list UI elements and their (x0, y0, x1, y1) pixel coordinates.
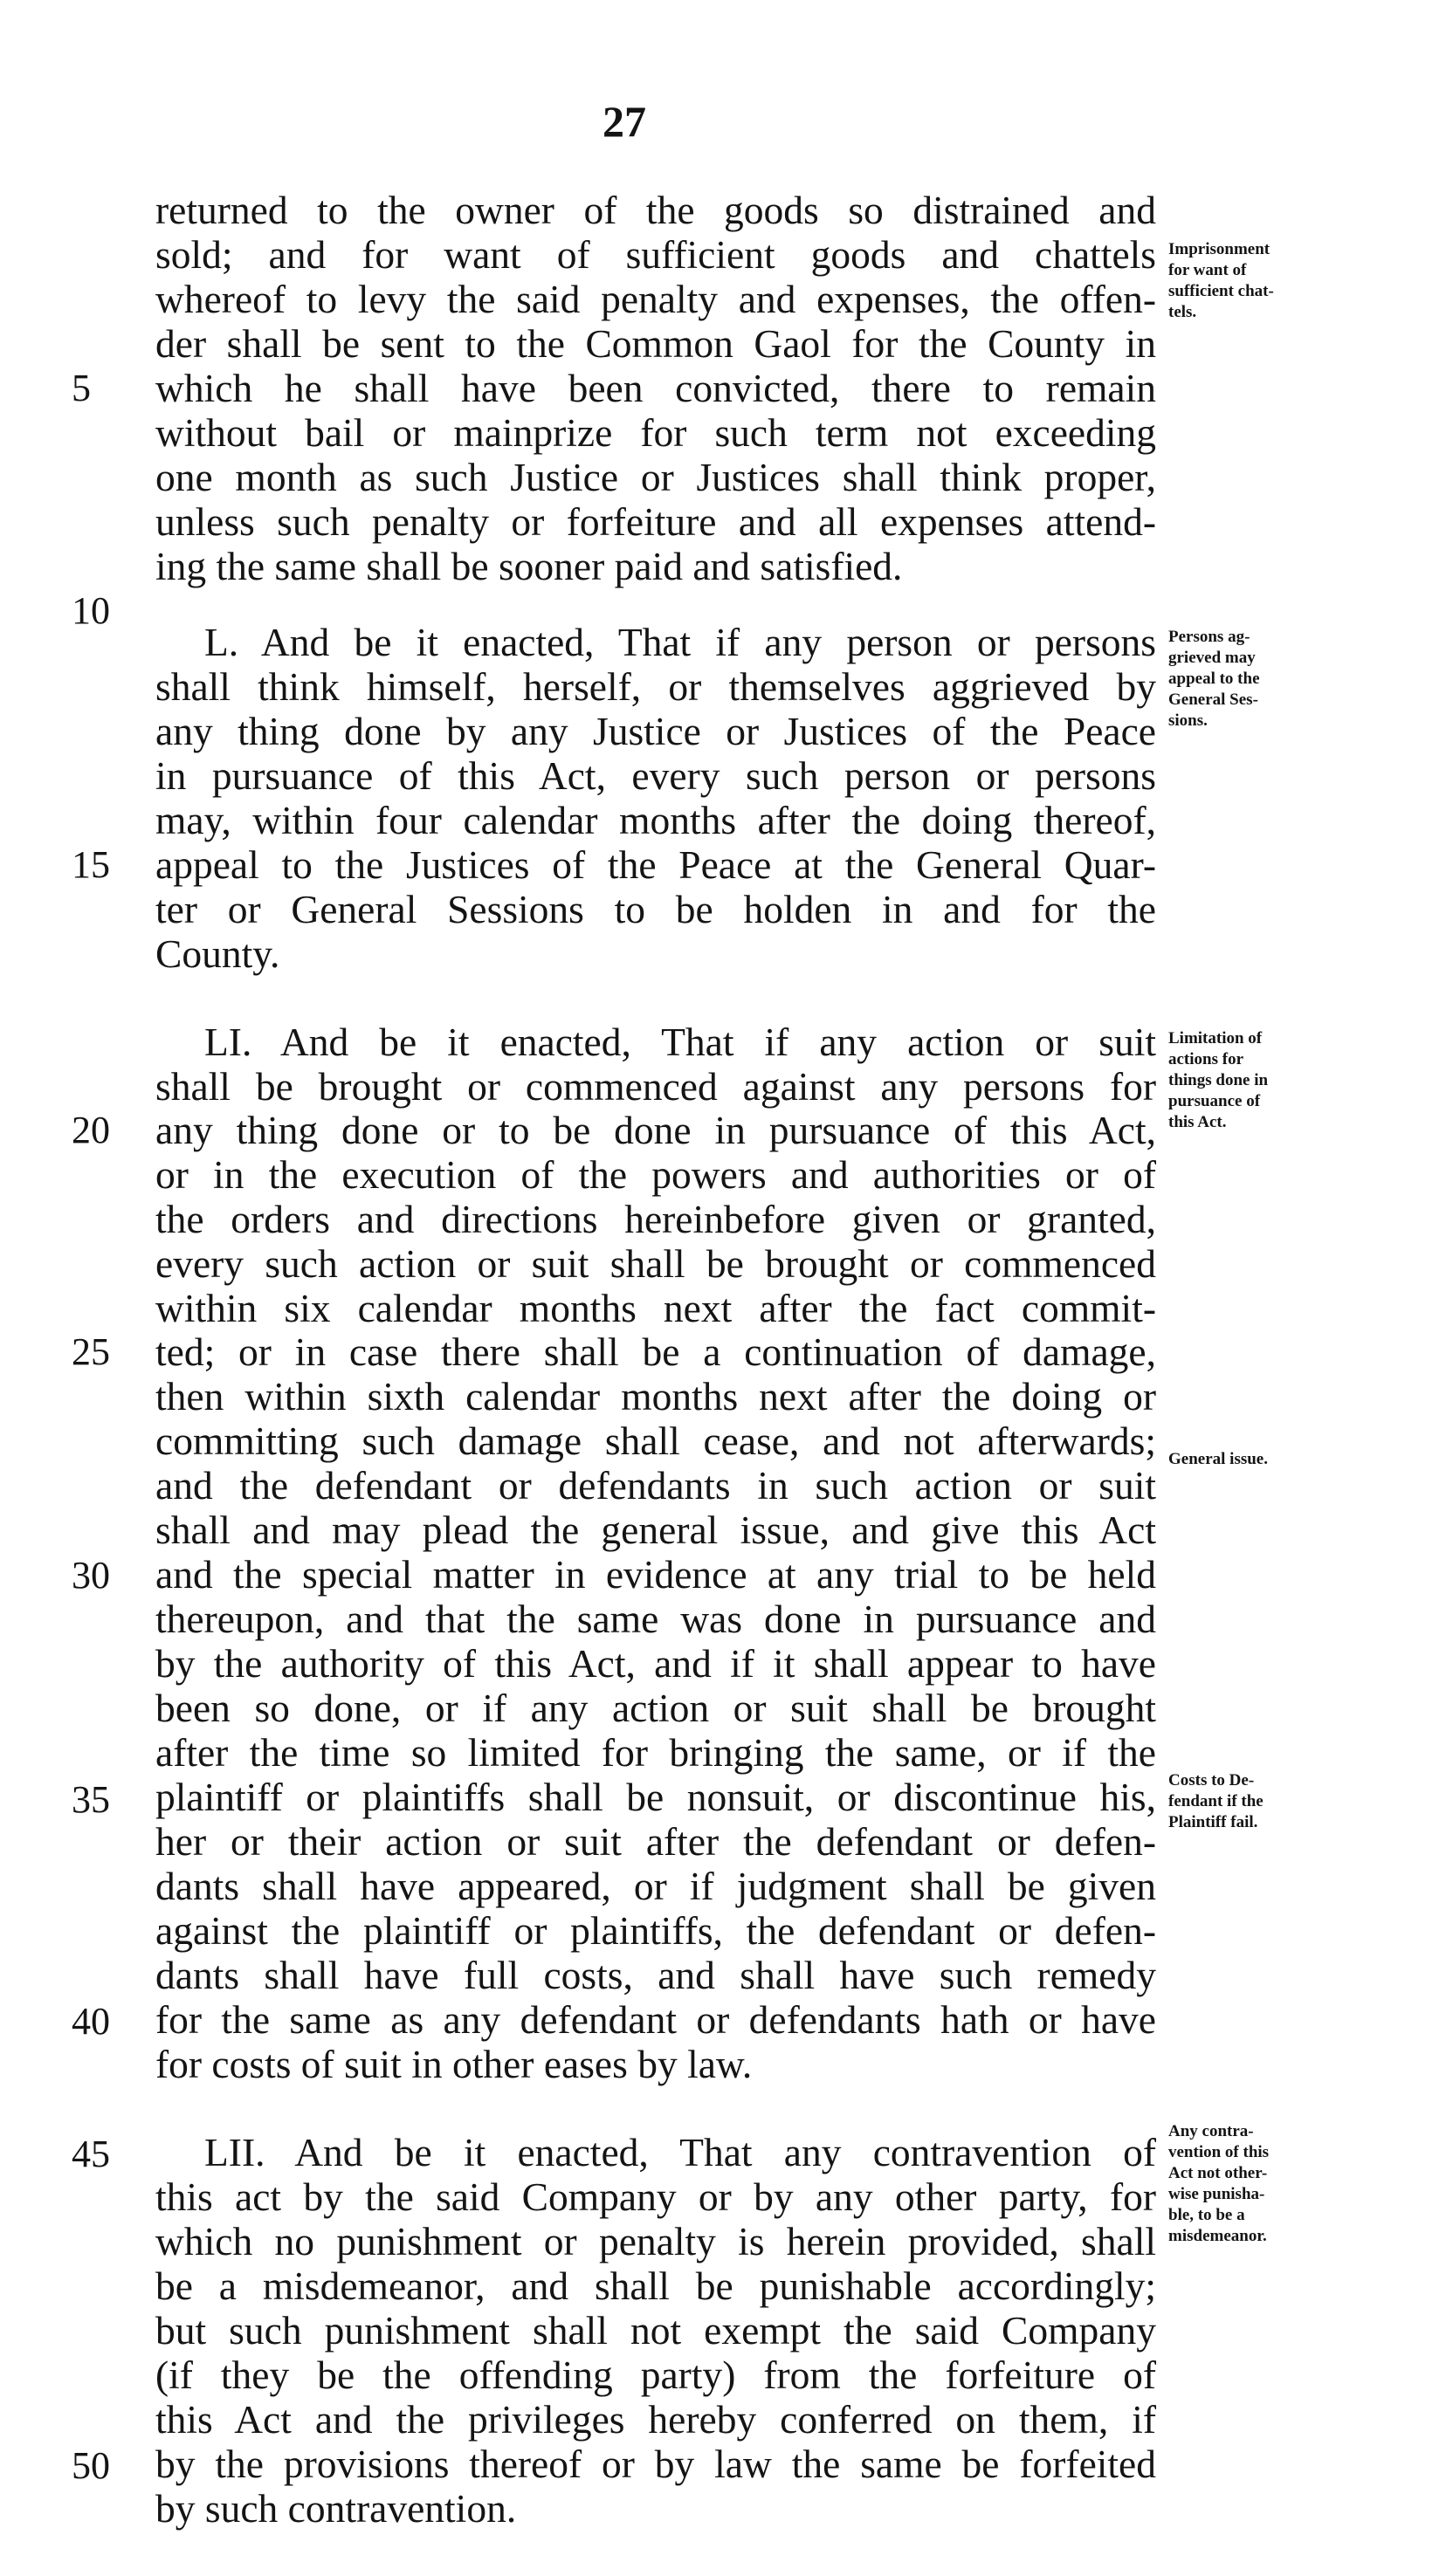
line-number-50: 50 (72, 2444, 110, 2487)
text-line: dants shall have appeared, or if judgment shall be given (155, 1864, 1156, 1908)
margin-note-line: ble, to be a (1168, 2206, 1245, 2224)
text-line: every such action or suit shall be brought or commenced (155, 1241, 1156, 1286)
line-number-40: 40 (72, 2000, 110, 2043)
margin-note-line: actions for (1168, 1050, 1244, 1068)
margin-note-line: for want of (1168, 261, 1247, 279)
margin-note-line: General Ses- (1168, 690, 1258, 709)
margin-note-line: Persons ag- (1168, 628, 1250, 646)
margin-note-appeal (1168, 627, 1430, 732)
line-number-35: 35 (72, 1778, 110, 1821)
text-line: der shall be sent to the Common Gaol for the County in (155, 321, 1156, 366)
text-line: plaintiff or plaintiffs shall be nonsuit, or discontinue his, (155, 1775, 1156, 1819)
text-line: which no punishment or penalty is herein provided, shall (155, 2219, 1156, 2263)
margin-note-line: Plaintiff fail. (1168, 1813, 1258, 1831)
margin-note-line: Limitation of (1168, 1029, 1263, 1048)
text-line: but such punishment shall not exempt the said Company (155, 2308, 1156, 2353)
margin-note-imprisonment (1168, 239, 1430, 323)
margin-note-line: this Act. (1168, 1113, 1227, 1131)
margin-note-line: Imprisonment (1168, 240, 1270, 258)
margin-note-line: Act not other- (1168, 2164, 1268, 2182)
line-number-25: 25 (72, 1330, 110, 1373)
margin-note-line: General issue. (1168, 1450, 1268, 1468)
text-line: for costs of suit in other eases by law. (155, 2042, 753, 2086)
text-line: by the authority of this Act, and if it shall appear to have (155, 1641, 1156, 1686)
text-line: been so done, or if any action or suit shall be brought (155, 1686, 1156, 1730)
text-line: County. (155, 931, 280, 976)
text-line: dants shall have full costs, and shall have such remedy (155, 1953, 1156, 1997)
line-number-10: 10 (72, 589, 110, 632)
section-l-heading-line: L. And be it enacted, That if any person or persons (204, 620, 1156, 664)
text-line: by the provisions thereof or by law the same be forfeited (155, 2442, 1156, 2486)
text-line: any thing done or to be done in pursuance of this Act, (155, 1108, 1156, 1152)
text-line: sold; and for want of sufficient goods and chattels (155, 232, 1156, 277)
margin-note-line: appeal to the (1168, 670, 1260, 688)
section-li-heading-line: LI. And be it enacted, That if any action or suit (204, 1020, 1156, 1064)
text-line: unless such penalty or forfeiture and all expenses attend- (155, 499, 1156, 544)
margin-note-line: pursuance of (1168, 1092, 1261, 1110)
text-line: ing the same shall be sooner paid and satisfied. (155, 544, 903, 588)
text-line: ter or General Sessions to be holden in and for the (155, 887, 1156, 931)
text-line: her or their action or suit after the defendant or defen- (155, 1819, 1156, 1864)
text-line: shall and may plead the general issue, and give this Act (155, 1508, 1156, 1552)
margin-note-line: grieved may (1168, 649, 1256, 667)
text-line: for the same as any defendant or defendants hath or have (155, 1997, 1156, 2042)
text-line: against the plaintiff or plaintiffs, the defendant or defen- (155, 1908, 1156, 1953)
margin-note-line: things done in (1168, 1071, 1269, 1089)
margin-note-line: wise punisha- (1168, 2185, 1265, 2203)
line-number-15: 15 (72, 843, 110, 886)
text-line: committing such damage shall cease, and not afterwards; (155, 1419, 1156, 1463)
line-number-5: 5 (72, 367, 91, 409)
text-line: ted; or in case there shall be a continuation of damage, (155, 1329, 1156, 1374)
text-line: whereof to levy the said penalty and expenses, the offen- (155, 277, 1156, 321)
text-line: then within sixth calendar months next after the doing or (155, 1374, 1156, 1419)
text-line: this Act and the privileges hereby conferred on them, if (155, 2397, 1156, 2442)
margin-note-line: sions. (1168, 711, 1208, 730)
line-number-30: 30 (72, 1554, 110, 1597)
text-line: in pursuance of this Act, every such person or persons (155, 753, 1156, 798)
margin-note-limitation (1168, 1028, 1430, 1133)
text-line: appeal to the Justices of the Peace at the General Quar- (155, 842, 1156, 887)
text-line: without bail or mainprize for such term not exceeding (155, 410, 1156, 455)
text-line: after the time so limited for bringing the same, or if the (155, 1730, 1156, 1775)
text-line: returned to the owner of the goods so distrained and (155, 188, 1156, 232)
margin-note-line: tels. (1168, 303, 1197, 321)
margin-note-line: vention of this (1168, 2143, 1270, 2161)
text-line: shall be brought or commenced against any persons for (155, 1064, 1156, 1109)
text-line: one month as such Justice or Justices shall think proper, (155, 455, 1156, 499)
margin-note-costs (1168, 1770, 1430, 1833)
text-line: may, within four calendar months after the doing thereof, (155, 798, 1156, 842)
margin-note-line: fendant if the (1168, 1792, 1264, 1810)
text-line: the orders and directions hereinbefore given or granted, (155, 1197, 1156, 1241)
margin-note-line: Any contra- (1168, 2122, 1254, 2140)
margin-note-line: sufficient chat- (1168, 282, 1274, 300)
line-number-20: 20 (72, 1109, 110, 1151)
page-number: 27 (602, 97, 646, 146)
text-line: and the defendant or defendants in such action or suit (155, 1463, 1156, 1508)
text-line: or in the execution of the powers and authorities or of (155, 1152, 1156, 1197)
text-line: be a misdemeanor, and shall be punishable accordingly; (155, 2263, 1156, 2308)
text-line: within six calendar months next after the fact commit- (155, 1286, 1156, 1330)
text-line: by such contravention. (155, 2486, 517, 2531)
text-line: (if they be the offending party) from the forfeiture of (155, 2353, 1156, 2397)
margin-note-line: misdemeanor. (1168, 2227, 1267, 2245)
text-line: shall think himself, herself, or themselves aggrieved by (155, 664, 1156, 709)
margin-note-line: Costs to De- (1168, 1771, 1255, 1789)
text-line: this act by the said Company or by any other party, for (155, 2174, 1156, 2219)
section-lii-heading-line: LII. And be it enacted, That any contravention of (204, 2130, 1156, 2174)
text-line: thereupon, and that the same was done in pursuance and (155, 1597, 1156, 1641)
text-line: and the special matter in evidence at any trial to be held (155, 1552, 1156, 1597)
line-number-45: 45 (72, 2133, 110, 2175)
margin-note-general-issue (1168, 1449, 1430, 1470)
text-line: any thing done by any Justice or Justices of the Peace (155, 709, 1156, 753)
text-line: which he shall have been convicted, there to remain (155, 366, 1156, 410)
margin-note-contravention (1168, 2121, 1430, 2247)
